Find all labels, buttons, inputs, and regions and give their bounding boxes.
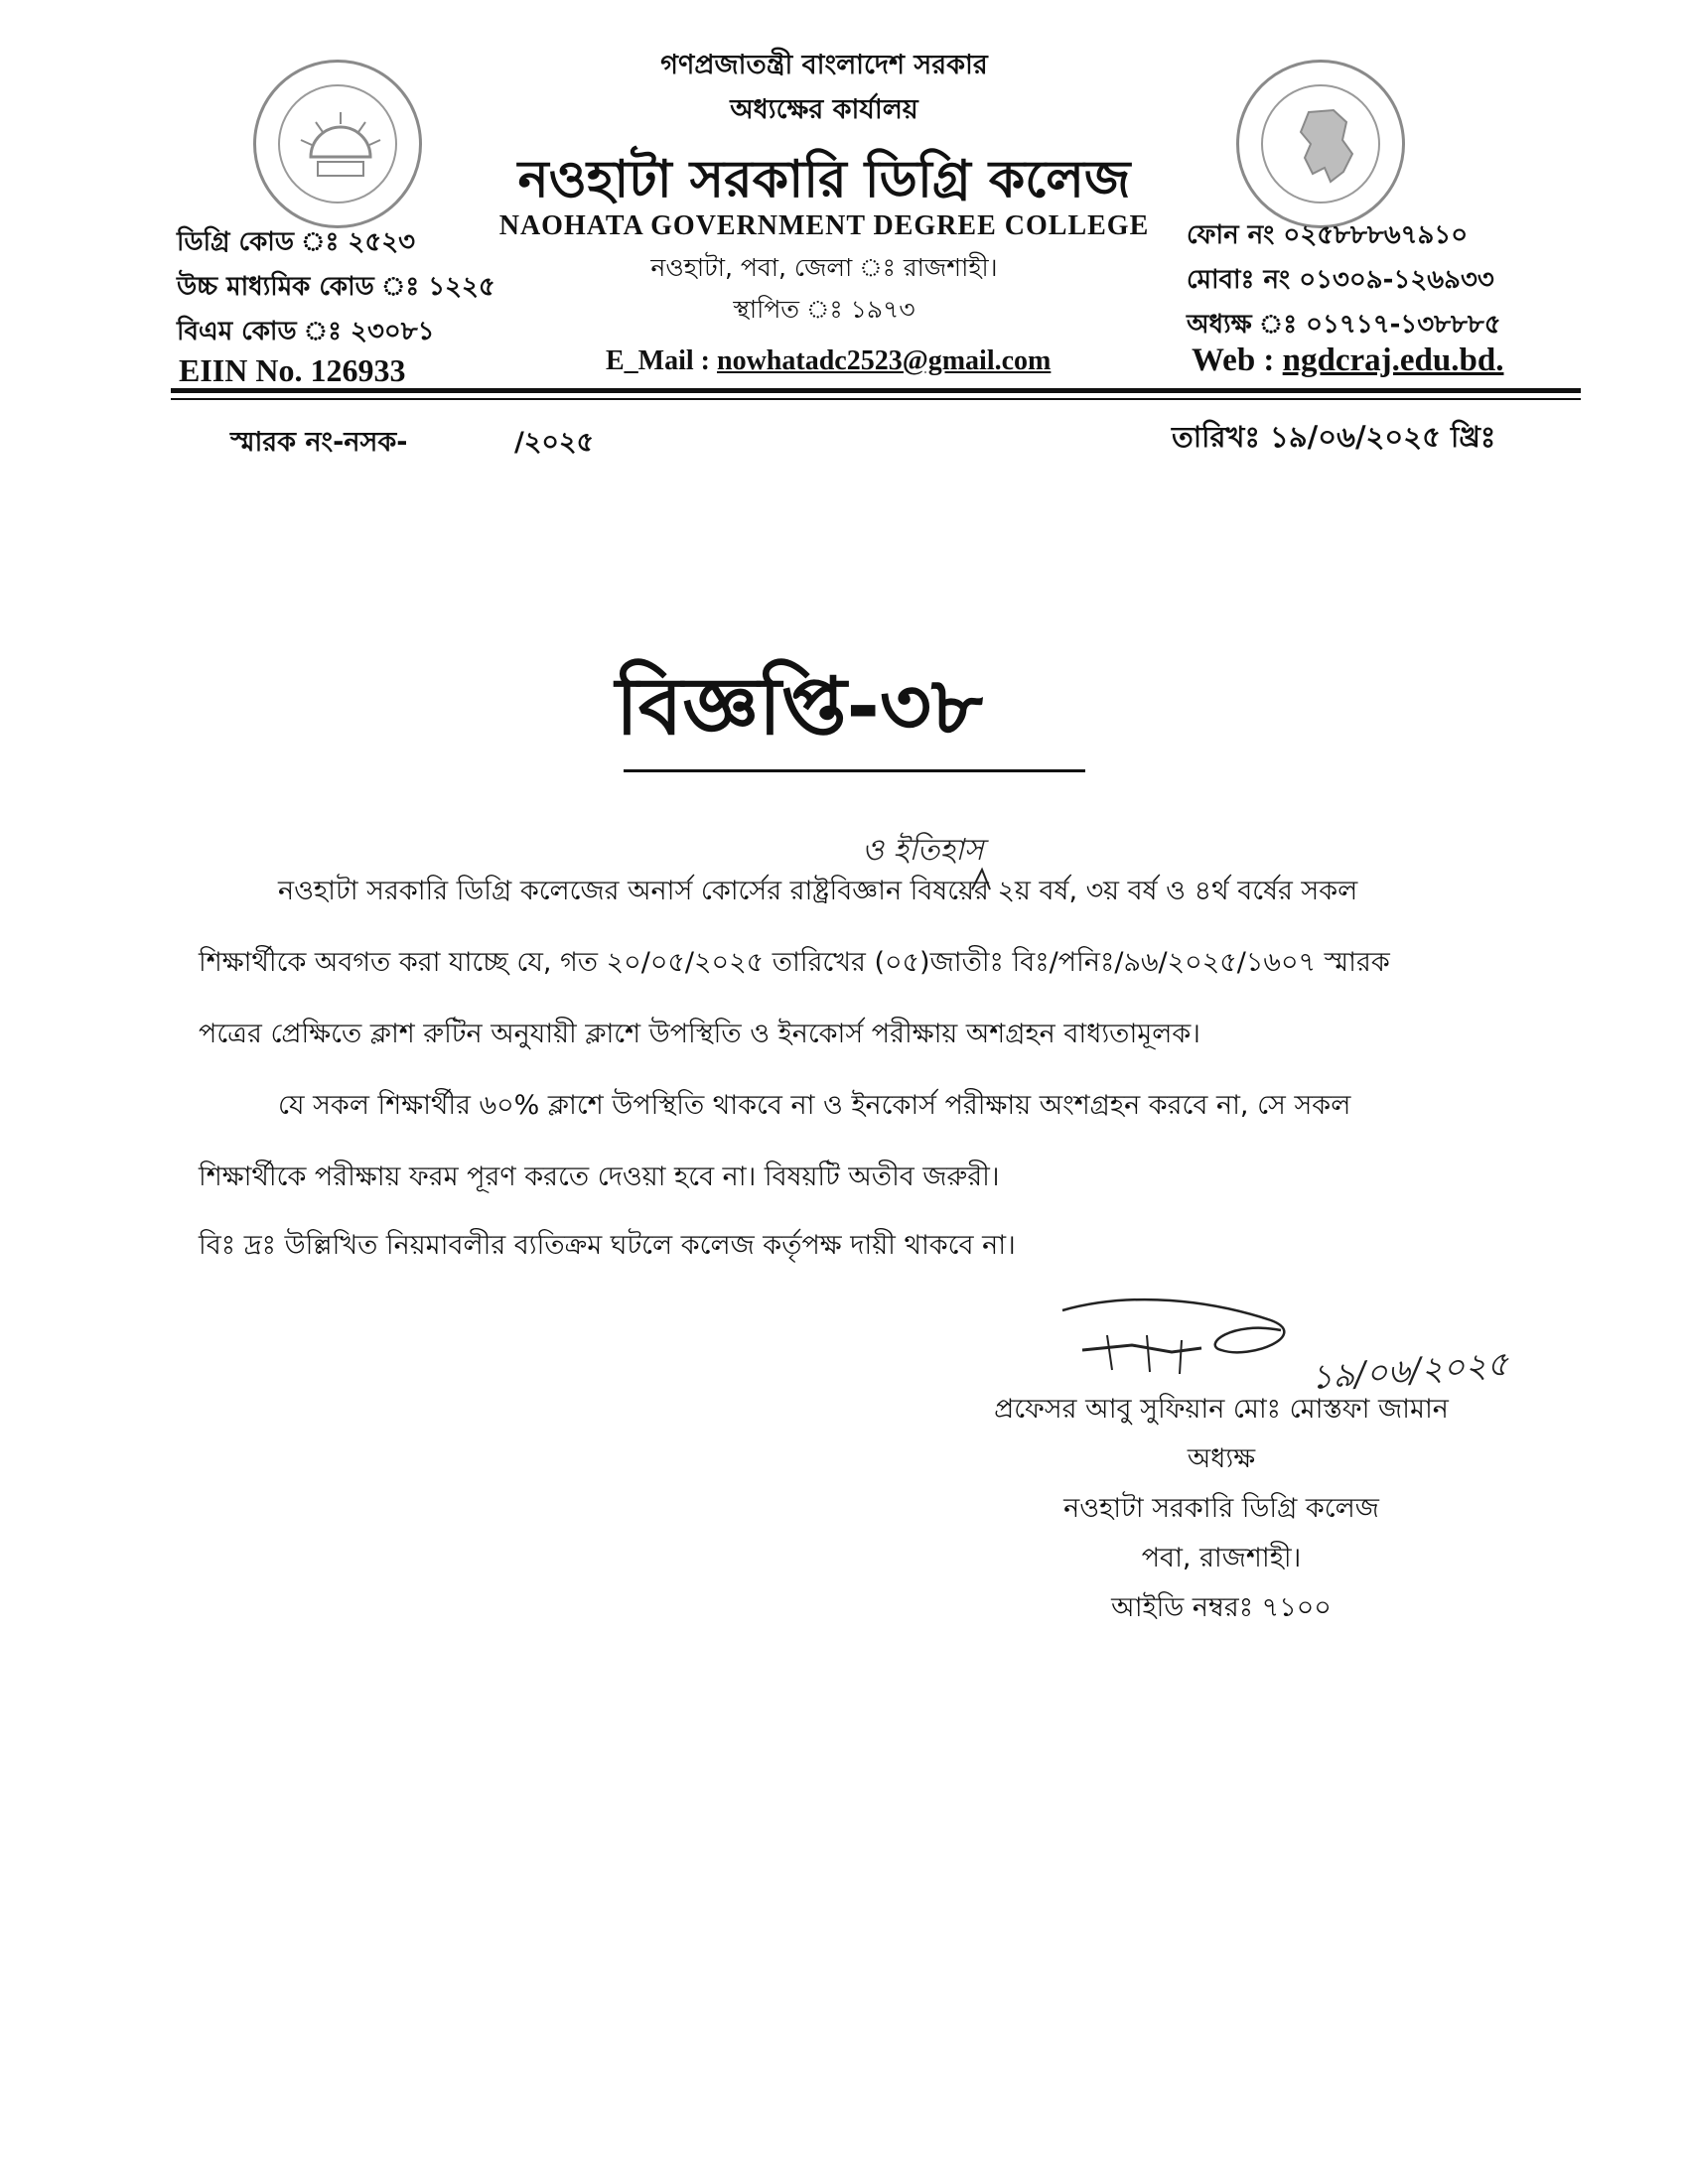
college-contacts [1187, 213, 1501, 347]
college-name-en: NAOHATA GOVERNMENT DEGREE COLLEGE [498, 210, 1150, 241]
notice-note: বিঃ দ্রঃ উল্লিখিত নিয়মাবলীর ব্যতিক্রম ঘটলে কলেজ কর্তৃপক্ষ দায়ী থাকবে না। [199, 1230, 1016, 1261]
notice-paragraph-1 [199, 856, 1499, 1070]
sunrise-emblem-icon [256, 63, 425, 231]
signatory-college: নওহাটা সরকারি ডিগ্রি কলেজ [1063, 1493, 1379, 1524]
hsc-code: উচ্চ মাধ্যমিক কোড ঃ ১২২৫ [177, 272, 495, 302]
notice-paragraph-2 [199, 1070, 1499, 1213]
college-address: নওহাটা, পবা, জেলা ঃ রাজশাহী। [650, 253, 998, 282]
eiin-number: EIIN No. 126933 [179, 352, 406, 388]
phone-number: ফোন নং ০২৫৮৮৮৬৭৯১০ [1187, 220, 1469, 250]
notice-title: বিজ্ঞপ্তি-৩৮ [616, 660, 983, 752]
paragraph-1-line-2: শিক্ষার্থীকে অবগত করা যাচ্ছে যে, গত ২০/০৫/২০২৫ তারিখের (০৫)জাতীঃ বিঃ/পনিঃ/৯৬/২০২৫/১৬০৭ স্মারক [199, 947, 1390, 978]
principal-number: অধ্যক্ষ ঃ ০১৭১৭-১৩৮৮৮৫ [1187, 310, 1501, 340]
web-address[interactable]: ngdcraj.edu.bd. [1282, 342, 1504, 378]
paragraph-1-line-1: নওহাটা সরকারি ডিগ্রি কলেজের অনার্স কোর্সের রাষ্ট্রবিজ্ঞান বিষয়ের ২য় বর্ষ, ৩য় বর্ষ ও ৪র্থ বর্ষের সকল [278, 876, 1358, 906]
signatory-designation: অধ্যক্ষ [1187, 1443, 1256, 1474]
degree-code: ডিগ্রি কোড ঃ ২৫২৩ [177, 227, 415, 257]
header-rule-thick [171, 388, 1581, 393]
notice-title-underline [624, 769, 1085, 772]
handwritten-insert: ও ইতিহাস [862, 833, 984, 868]
established-year: স্থাপিত ঃ ১৯৭৩ [733, 295, 915, 324]
signatory-name: প্রফেসর আবু সুফিয়ান মোঃ মোস্তফা জামান [994, 1394, 1449, 1425]
header-rule-thin [171, 398, 1581, 400]
email-label: E_Mail : [606, 345, 717, 376]
college-seal [253, 60, 422, 228]
signature-block [923, 1385, 1519, 1633]
paragraph-2-line-2: শিক্ষার্থীকে পরীক্ষায় ফরম পূরণ করতে দেওয়া হবে না। বিষয়টি অতীব জরুরী। [199, 1161, 1000, 1192]
signature-date: ১৯/০৬/২০২৫ [1309, 1344, 1510, 1398]
memo-ref-label: স্মারক নং-নসক- [230, 427, 408, 458]
bangladesh-map-icon [1239, 63, 1408, 231]
paragraph-1-line-3: পত্রের প্রেক্ষিতে ক্লাশ রুটিন অনুযায়ী ক্লাশে উপস্থিতি ও ইনকোর্স পরীক্ষায় অশগ্রহন বাধ্যতামূলক। [199, 1019, 1200, 1049]
government-seal [1236, 60, 1405, 228]
govt-name: গণপ্রজাতন্ত্রী বাংলাদেশ সরকার [660, 50, 988, 80]
web-line [1192, 342, 1503, 379]
paragraph-2-line-1: যে সকল শিক্ষার্থীর ৬০% ক্লাশে উপস্থিতি থাকবে না ও ইনকোর্স পরীক্ষায় অংশগ্রহন করবে না, সে সকল [278, 1090, 1351, 1121]
web-label: Web : [1192, 342, 1283, 378]
signatory-location: পবা, রাজশাহী। [1141, 1543, 1302, 1573]
bm-code: বিএম কোড ঃ ২৩০৮১ [177, 317, 435, 346]
email-address[interactable]: nowhatadc2523@gmail.com [717, 345, 1052, 376]
mobile-number: মোবাঃ নং ০১৩০৯-১২৬৯৩৩ [1187, 265, 1494, 295]
memo-ref-year: /২০২৫ [514, 427, 595, 458]
college-name-bn: নওহাটা সরকারি ডিগ্রি কলেজ [517, 150, 1131, 209]
memo-date: তারিখঃ ১৯/০৬/২০২৫ খ্রিঃ [1172, 420, 1496, 454]
signatory-id: আইডি নম্বরঃ ৭১০০ [1111, 1592, 1332, 1623]
email-line [606, 345, 1051, 377]
office-name: অধ্যক্ষের কার্যালয় [730, 94, 918, 125]
college-codes [177, 220, 495, 354]
